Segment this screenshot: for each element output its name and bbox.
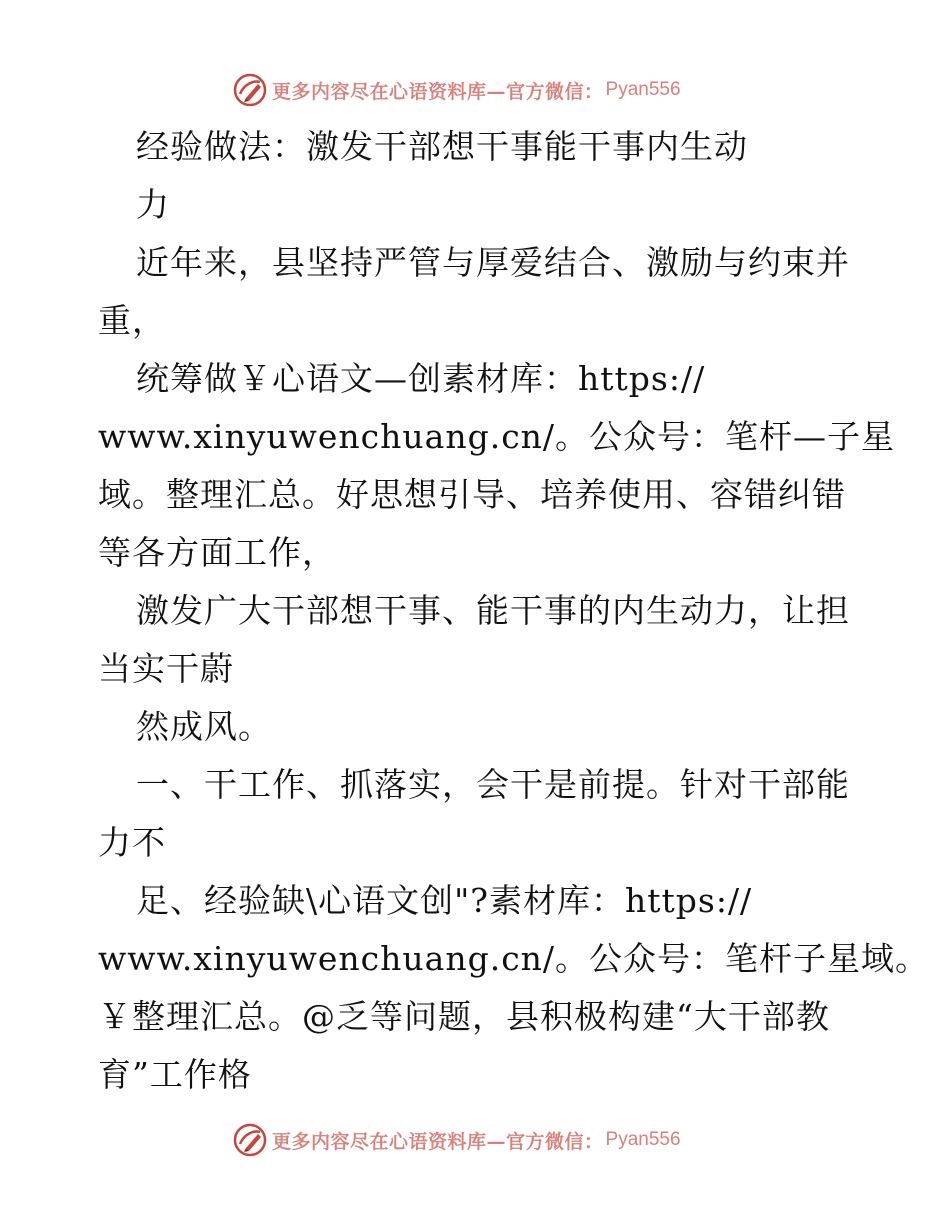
- paragraph-line: 经验做法：激发干部想干事能干事内生动: [136, 127, 748, 166]
- paragraph-line: www.xinyuwenchuang.cn/。公众号：笔杆—子星: [98, 417, 896, 456]
- watermark-text: 更多内容尽在心语资料库—官方微信：: [272, 1130, 604, 1153]
- paragraph-line: 重，: [98, 301, 166, 340]
- watermark-wechat-id: Pyan556: [605, 1129, 681, 1150]
- paragraph-line: ￥整理汇总。@乏等问题，县积极构建“大干部教: [98, 997, 830, 1036]
- watermark-wechat-id: Pyan556: [605, 79, 681, 100]
- paragraph-line: 当实干蔚: [98, 649, 234, 688]
- paragraph-line: 然成风。: [136, 707, 272, 746]
- paragraph-line: 域。整理汇总。好思想引导、培养使用、容错纠错: [98, 475, 846, 514]
- watermark-banner-bottom: [232, 1122, 681, 1158]
- pen-logo-icon: [232, 1122, 268, 1158]
- watermark-text: 更多内容尽在心语资料库—官方微信：: [272, 80, 604, 103]
- paragraph-line: 力不: [98, 823, 166, 862]
- paragraph-line: 等各方面工作，: [98, 533, 336, 572]
- paragraph-line: 统筹做￥心语文—创素材库：https://: [136, 359, 706, 398]
- watermark-banner-top: [232, 72, 681, 108]
- paragraph-line: 力: [136, 185, 170, 224]
- document-body: [98, 118, 930, 1104]
- paragraph-line: 育”工作格: [98, 1055, 252, 1094]
- paragraph-line: 激发广大干部想干事、能干事的内生动力，让担: [136, 591, 850, 630]
- paragraph-line: www.xinyuwenchuang.cn/。公众号：笔杆子星域。: [98, 939, 930, 978]
- paragraph-line: 近年来，县坚持严管与厚爱结合、激励与约束并: [136, 243, 850, 282]
- paragraph-line: 一、干工作、抓落实，会干是前提。针对干部能: [136, 765, 850, 804]
- pen-logo-icon: [232, 72, 268, 108]
- paragraph-line: 足、经验缺\心语文创"?素材库：https://: [136, 881, 753, 920]
